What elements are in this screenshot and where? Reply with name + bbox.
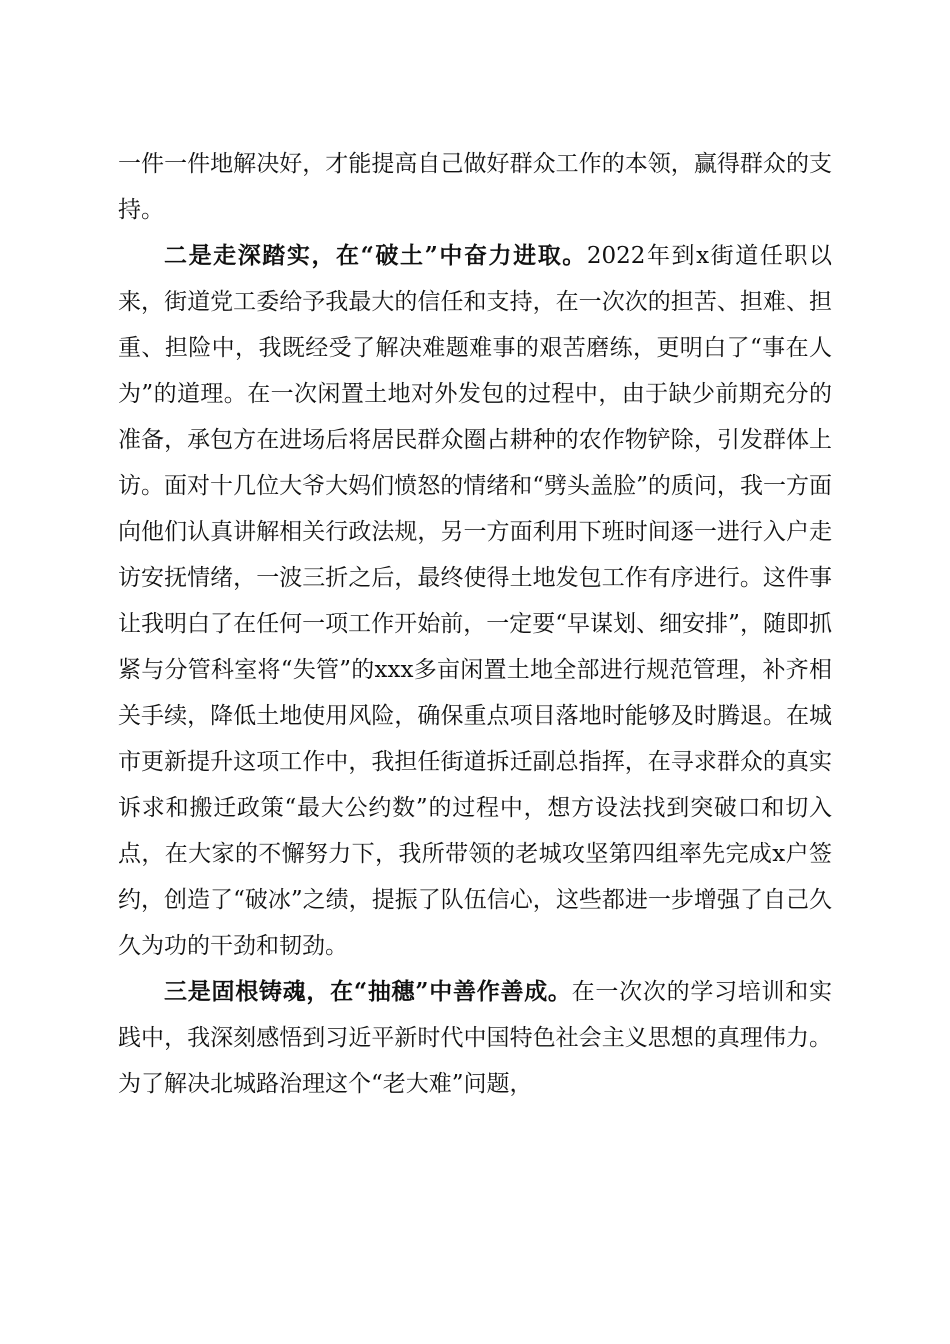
paragraph-lead: 三是固根铸魂，在“抽穗”中善作善成。	[164, 978, 572, 1005]
document-body	[118, 141, 832, 1107]
paragraph-text: 2022年到x街道任职以来，街道党工委给予我最大的信任和支持，在一次次的担苦、担难、担重、担险中，我既经受了解决难题难事的艰苦磨练，更明白了“事在人为”的道理。在一次闲置土地对外发包的过程中，由于缺少前期充分的准备，承包方在进场后将居民群众圈占耕种的农作物铲除，引发群体上访。面对十几位大爷大妈们愤怒的情绪和“劈头盖脸”的质问，我一方面向他们认真讲解相关行政法规，另一方面利用下班时间逐一进行入户走访安抚情绪，一波三折之后，最终使得土地发包工作有序进行。这件事让我明白了在任何一项工作开始前，一定要“早谋划、细安排”，随即抓紧与分管科室将“失管”的xxx多亩闲置土地全部进行规范管理，补齐相关手续，降低土地使用风险，确保重点项目落地时能够及时腾退。在城市更新提升这项工作中，我担任街道拆迁副总指挥，在寻求群众的真实诉求和搬迁政策“最大公约数”的过程中，想方设法找到突破口和切入点，在大家的不懈努力下，我所带领的老城攻坚第四组率先完成x户签约，创造了“破冰”之绩，提振了队伍信心，这些都进一步增强了自己久久为功的干劲和韧劲。	[118, 243, 832, 959]
paragraph-text: 一件一件地解决好，才能提高自己做好群众工作的本领，赢得群众的支持。	[118, 151, 832, 223]
paragraph-point-three	[118, 969, 832, 1107]
paragraph-lead: 二是走深踏实，在“破土”中奋力进取。	[164, 242, 587, 269]
paragraph-point-two	[118, 233, 832, 969]
paragraph-text: 在一次次的学习培训和实践中，我深刻感悟到习近平新时代中国特色社会主义思想的真理伟力。为了解决北城路治理这个“老大难”问题，	[118, 979, 833, 1097]
paragraph-continuation	[118, 141, 832, 233]
